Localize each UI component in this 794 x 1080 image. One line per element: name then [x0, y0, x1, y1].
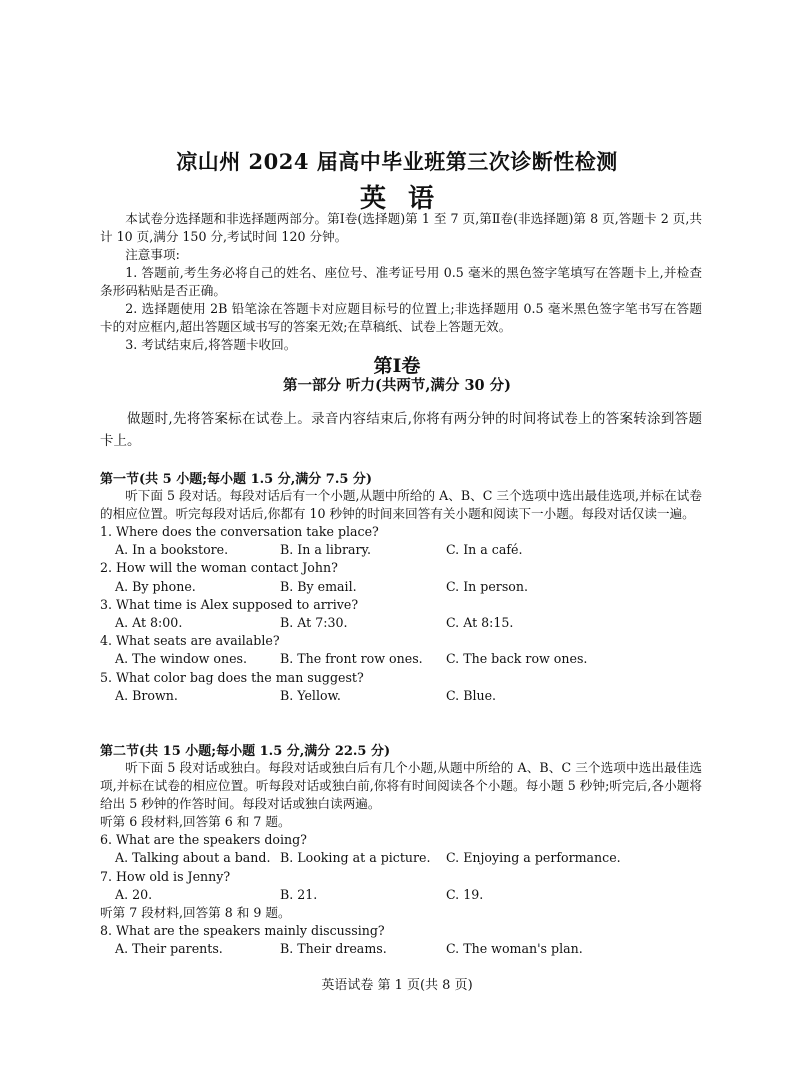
section-1: [100, 468, 702, 705]
notice-title: 注意事项:: [125, 247, 180, 262]
question-text: 5. What color bag does the man suggest?: [100, 669, 364, 685]
question-1: [100, 523, 702, 559]
section-2: [100, 740, 702, 959]
question-text: 6. What are the speakers doing?: [100, 832, 307, 848]
option-b: B. In a library.: [280, 542, 371, 558]
question-text: 4. What seats are available?: [100, 633, 280, 649]
option-c: C. The back row ones.: [446, 651, 588, 667]
volume-title: 第Ⅰ卷: [373, 355, 421, 377]
question-8: [100, 922, 702, 958]
option-b: B. The front row ones.: [280, 651, 423, 667]
option-b: B. Looking at a picture.: [280, 850, 431, 866]
option-c: C. Enjoying a performance.: [446, 850, 621, 866]
option-c: C. Blue.: [446, 687, 497, 703]
question-7: [100, 868, 702, 904]
option-c: C. At 8:15.: [446, 615, 514, 631]
option-c: C. The woman's plan.: [446, 941, 583, 957]
question-text: 8. What are the speakers mainly discussing?: [100, 923, 385, 939]
question-text: 3. What time is Alex supposed to arrive?: [100, 596, 359, 612]
option-b: B. 21.: [280, 886, 318, 902]
material-6-label: 听第 6 段材料,回答第 6 和 7 题。: [100, 814, 291, 829]
option-b: B. Yellow.: [280, 687, 341, 703]
question-6: [100, 831, 702, 867]
option-a: A. Their parents.: [115, 941, 223, 957]
intro-block: [100, 210, 702, 354]
subject-title: 英语: [359, 184, 456, 214]
option-b: B. By email.: [280, 578, 357, 594]
notice-item-2: 2. 选择题使用 2B 铅笔涂在答题卡对应题目标号的位置上;非选择题用 0.5 毫米黑色签字笔书写在答题卡的对应框内,超出答题区域书写的答案无效;在草稿纸、试卷上答题无效。: [100, 301, 702, 334]
notice-item-1: 1. 答题前,考生务必将自己的姓名、座位号、准考证号用 0.5 毫米的黑色签字笔填写在答题卡上,并检查条形码粘贴是否正确。: [100, 265, 702, 298]
section-1-directions: 听下面 5 段对话。每段对话后有一个小题,从题中所给的 A、B、C 三个选项中选出最佳选项,并标在试卷的相应位置。听完每段对话后,你都有 10 秒钟的时间来回答有关小题和阅读下一小题。每段对话仅读一遍。: [100, 488, 702, 521]
section-1-heading: 第一节(共 5 小题;每小题 1.5 分,满分 7.5 分): [100, 472, 373, 487]
option-a: A. Talking about a band.: [115, 850, 271, 866]
question-3: [100, 596, 702, 632]
section-2-directions: 听下面 5 段对话或独白。每段对话或独白后有几个小题,从题中所给的 A、B、C 三个选项中选出最佳选项,并标在试卷的相应位置。听每段对话或独白前,你将有时间阅读各个小题。每小题 5 秒钟;听完后,各小题将给出 5 秒钟的作答时间。每段对话或独白读两遍。: [100, 760, 702, 811]
option-c: C. In a café.: [446, 542, 523, 558]
notice-item-3: 3. 考试结束后,将答题卡收回。: [125, 337, 297, 352]
part-title: 第一部分 听力(共两节,满分 30 分): [282, 377, 512, 394]
option-c: C. In person.: [446, 578, 528, 594]
material-7-label: 听第 7 段材料,回答第 8 和 9 题。: [100, 905, 291, 921]
listening-instructions: [100, 408, 702, 452]
option-a: A. By phone.: [115, 578, 196, 594]
question-2: [100, 559, 702, 595]
option-a: A. The window ones.: [115, 651, 248, 667]
option-a: A. At 8:00.: [115, 615, 183, 631]
option-a: A. In a bookstore.: [115, 542, 229, 558]
option-c: C. 19.: [446, 886, 484, 902]
exam-title: 凉山州 2024 届高中毕业班第三次诊断性检测: [176, 149, 618, 174]
question-text: 7. How old is Jenny?: [100, 868, 231, 884]
question-4: [100, 632, 702, 668]
section-2-heading: 第二节(共 15 小题;每小题 1.5 分,满分 22.5 分): [100, 744, 391, 759]
option-b: B. At 7:30.: [280, 615, 348, 631]
instructions-text: 做题时,先将答案标在试卷上。录音内容结束后,你将有两分钟的时间将试卷上的答案转涂到答题卡上。: [100, 411, 702, 449]
intro-paragraph: 本试卷分选择题和非选择题两部分。第Ⅰ卷(选择题)第 1 至 7 页,第Ⅱ卷(非选择题)第 8 页,答题卡 2 页,共计 10 页,满分 150 分,考试时间 120 分钟。: [100, 211, 702, 244]
question-5: [100, 669, 702, 705]
question-text: 1. Where does the conversation take place?: [100, 524, 379, 539]
option-a: A. Brown.: [115, 687, 178, 703]
page-footer: 英语试卷 第 1 页(共 8 页): [321, 978, 473, 993]
question-text: 2. How will the woman contact John?: [100, 560, 338, 576]
option-a: A. 20.: [115, 886, 153, 902]
option-b: B. Their dreams.: [280, 941, 387, 957]
